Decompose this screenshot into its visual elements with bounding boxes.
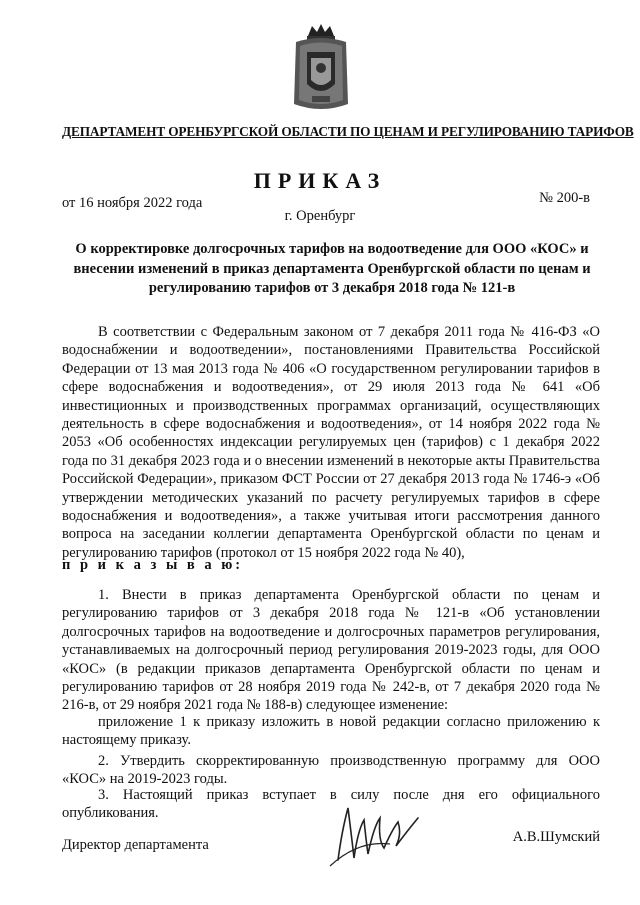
order-title: ПРИКАЗ	[253, 168, 387, 193]
order-number: № 200-в	[539, 190, 590, 206]
order-date: от 16 ноября 2022 года	[62, 195, 203, 211]
order-item-2: 2. Утвердить скорректированную производственную программу для ООО «КОС» на 2019-2023 годы.	[62, 753, 600, 788]
order-subject: О корректировке долгосрочных тарифов на водоотведение для ООО «КОС» и внесении изменений в приказ департамента Оренбургской области по ценам и регулированию тарифов от 3 декабря 2018 года № 121-в	[73, 241, 591, 296]
department-name: ДЕПАРТАМЕНТ ОРЕНБУРГСКОЙ ОБЛАСТИ ПО ЦЕНАМ И РЕГУЛИРОВАНИЮ ТАРИФОВ	[62, 124, 634, 139]
signer-role: Директор департамента	[62, 837, 209, 853]
preamble-paragraph: В соответствии с Федеральным законом от 7 декабря 2011 года № 416-ФЗ «О водоснабжении и водоотведении», постановлениями Правительства Российской Федерации от 13 мая 2013 года № 406 «О государственном регулировании тарифов в сфере водоснабжения и водоотведения», от 29 июля 2013 года № 641 «Об инвестиционных и производственных программах организаций, осуществляющих деятельность в сфере водоснабжения и водоотведения», от 14 ноября 2022 года № 2053 «Об особенностях индексации регулируемых цен (тарифов) с 1 декабря 2022 года по 31 декабря 2023 года и о внесении изменений в некоторые акты Правительства Российской Федерации», приказом ФСТ России от 27 декабря 2013 года № 1746-э «Об утверждении методических указаний по расчету регулируемых тарифов в сфере водоснабжения и водоотведения», а также учитывая итоги рассмотрения данного вопроса на заседании коллегии департамента Оренбургской области по ценам и регулированию тарифов (протокол от 15 ноября 2022 года № 40),	[62, 324, 600, 561]
orders-word: п р и к а з ы в а ю:	[62, 557, 244, 573]
handwritten-signature	[318, 800, 433, 870]
signer-name: А.В.Шумский	[512, 829, 600, 845]
order-city: г. Оренбург	[284, 208, 356, 224]
order-item-1-sub: приложение 1 к приказу изложить в новой редакции согласно приложению к настоящему приказу.	[62, 714, 600, 749]
coat-of-arms-icon	[290, 22, 352, 118]
order-item-3: 3. Настоящий приказ вступает в силу после дня его официального опубликования.	[62, 787, 600, 822]
order-item-1: 1. Внести в приказ департамента Оренбургской области по ценам и регулированию тарифов от 3 декабря 2018 года № 121-в «Об установлении долгосрочных тарифов на водоотведение и долгосрочных параметров регулирования, устанавливаемых на долгосрочный период регулирования 2019-2023 годы, для ООО «КОС» (в редакции приказов департамента Оренбургской области по ценам и регулированию тарифов от 28 ноября 2019 года № 242-в, от 7 декабря 2020 года № 216-в, от 29 ноября 2021 года № 188-в) следующее изменение:	[62, 587, 600, 714]
